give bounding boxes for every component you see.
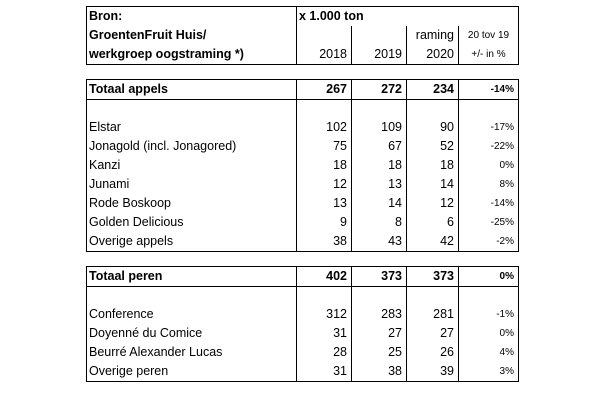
value-2020: 42 bbox=[407, 232, 459, 252]
pears-total-2020: 373 bbox=[407, 267, 459, 287]
apple-row bbox=[87, 194, 519, 213]
pear-row bbox=[87, 362, 519, 382]
year-2020-header: 2020 bbox=[407, 45, 459, 65]
value-2019: 13 bbox=[352, 175, 407, 194]
apple-row bbox=[87, 156, 519, 175]
pears-total-2019: 373 bbox=[352, 267, 407, 287]
value-2020: 39 bbox=[407, 362, 459, 382]
source-line-2: werkgroep oogstraming *) bbox=[87, 45, 297, 65]
unit-label: x 1.000 ton bbox=[297, 7, 519, 27]
value-2018: 13 bbox=[297, 194, 352, 213]
value-2019: 43 bbox=[352, 232, 407, 252]
year-2019-header: 2019 bbox=[352, 45, 407, 65]
pears-total-change: 0% bbox=[459, 267, 519, 287]
value-2018: 12 bbox=[297, 175, 352, 194]
value-2018: 102 bbox=[297, 118, 352, 137]
value-2019: 18 bbox=[352, 156, 407, 175]
variety-label: Overige appels bbox=[87, 232, 297, 252]
change-value: 4% bbox=[459, 343, 519, 362]
data-table bbox=[86, 6, 519, 382]
value-2018: 31 bbox=[297, 362, 352, 382]
header-row-2 bbox=[87, 26, 519, 45]
apples-total-label: Totaal appels bbox=[87, 80, 297, 100]
apples-total-2018: 267 bbox=[297, 80, 352, 100]
variety-label: Conference bbox=[87, 305, 297, 324]
variety-label: Beurré Alexander Lucas bbox=[87, 343, 297, 362]
value-2019: 109 bbox=[352, 118, 407, 137]
date-label: 20 tov 19 bbox=[459, 26, 519, 45]
apple-row bbox=[87, 175, 519, 194]
variety-label: Junami bbox=[87, 175, 297, 194]
change-value: 0% bbox=[459, 324, 519, 343]
change-value: -25% bbox=[459, 213, 519, 232]
value-2019: 38 bbox=[352, 362, 407, 382]
value-2019: 283 bbox=[352, 305, 407, 324]
value-2020: 26 bbox=[407, 343, 459, 362]
apples-total-row bbox=[87, 80, 519, 100]
apple-row bbox=[87, 213, 519, 232]
pear-row bbox=[87, 343, 519, 362]
value-2020: 27 bbox=[407, 324, 459, 343]
value-2019: 8 bbox=[352, 213, 407, 232]
change-value: -22% bbox=[459, 137, 519, 156]
value-2018: 312 bbox=[297, 305, 352, 324]
value-2018: 28 bbox=[297, 343, 352, 362]
raming-label: raming bbox=[407, 26, 459, 45]
change-value: 8% bbox=[459, 175, 519, 194]
pear-row bbox=[87, 305, 519, 324]
pears-total-label: Totaal peren bbox=[87, 267, 297, 287]
apples-total-2019: 272 bbox=[352, 80, 407, 100]
value-2018: 38 bbox=[297, 232, 352, 252]
apples-total-change: -14% bbox=[459, 80, 519, 100]
apple-row bbox=[87, 137, 519, 156]
variety-label: Kanzi bbox=[87, 156, 297, 175]
pear-row bbox=[87, 324, 519, 343]
change-value: -14% bbox=[459, 194, 519, 213]
variety-label: Golden Delicious bbox=[87, 213, 297, 232]
variety-label: Jonagold (incl. Jonagored) bbox=[87, 137, 297, 156]
pears-total-row bbox=[87, 267, 519, 287]
apple-row bbox=[87, 118, 519, 137]
value-2018: 9 bbox=[297, 213, 352, 232]
apple-row bbox=[87, 232, 519, 252]
source-line-1: GroentenFruit Huis/ bbox=[87, 26, 297, 45]
variety-label: Rode Boskoop bbox=[87, 194, 297, 213]
value-2020: 18 bbox=[407, 156, 459, 175]
value-2018: 18 bbox=[297, 156, 352, 175]
change-header: +/- in % bbox=[459, 45, 519, 65]
value-2019: 27 bbox=[352, 324, 407, 343]
value-2020: 52 bbox=[407, 137, 459, 156]
value-2018: 31 bbox=[297, 324, 352, 343]
header-row-1 bbox=[87, 7, 519, 27]
change-value: -2% bbox=[459, 232, 519, 252]
variety-label: Elstar bbox=[87, 118, 297, 137]
harvest-estimate-table bbox=[86, 6, 518, 382]
variety-label: Doyenné du Comice bbox=[87, 324, 297, 343]
value-2020: 281 bbox=[407, 305, 459, 324]
pears-total-2018: 402 bbox=[297, 267, 352, 287]
change-value: -1% bbox=[459, 305, 519, 324]
change-value: 0% bbox=[459, 156, 519, 175]
year-2018-header: 2018 bbox=[297, 45, 352, 65]
value-2020: 14 bbox=[407, 175, 459, 194]
header-row-3 bbox=[87, 45, 519, 65]
value-2019: 14 bbox=[352, 194, 407, 213]
value-2020: 12 bbox=[407, 194, 459, 213]
change-value: -17% bbox=[459, 118, 519, 137]
change-value: 3% bbox=[459, 362, 519, 382]
bron-label: Bron: bbox=[87, 7, 297, 27]
apples-total-2020: 234 bbox=[407, 80, 459, 100]
value-2020: 6 bbox=[407, 213, 459, 232]
variety-label: Overige peren bbox=[87, 362, 297, 382]
value-2019: 25 bbox=[352, 343, 407, 362]
value-2018: 75 bbox=[297, 137, 352, 156]
value-2019: 67 bbox=[352, 137, 407, 156]
value-2020: 90 bbox=[407, 118, 459, 137]
